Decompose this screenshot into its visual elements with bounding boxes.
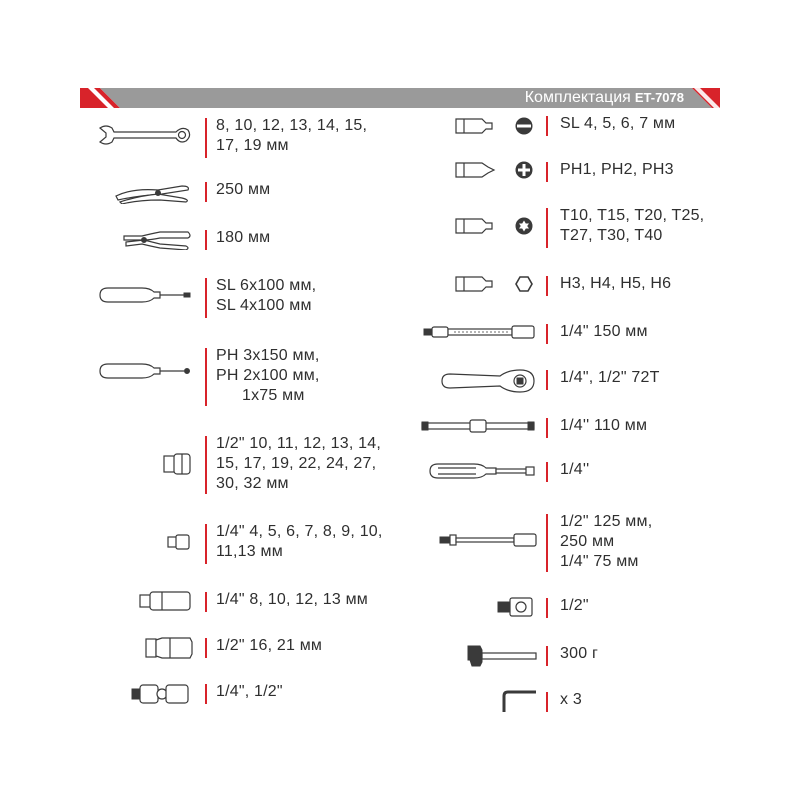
item-line: 1/4'' [560, 461, 590, 478]
separator [205, 182, 207, 202]
item-line: 17, 19 мм [216, 137, 289, 154]
item-text [560, 644, 598, 664]
ratchet-handle-icon [436, 368, 540, 394]
item-text [216, 346, 320, 406]
item-line: 1/4", 1/2" 72T [560, 369, 660, 386]
separator [205, 524, 207, 564]
item-line: H3, H4, H5, H6 [560, 275, 672, 292]
item-line: SL 4, 5, 6, 7 мм [560, 115, 676, 132]
item-line: 15, 17, 19, 22, 24, 27, [216, 455, 377, 472]
header-model: ET-7078 [634, 90, 684, 105]
flexible-extension-icon [420, 322, 540, 342]
separator [546, 418, 548, 438]
item-text [216, 228, 270, 248]
slotted-bit-icon [452, 116, 540, 136]
item-text [560, 206, 704, 246]
phillips-bit-icon [452, 160, 540, 180]
torx-bit-icon [452, 216, 540, 236]
item-text [560, 322, 648, 342]
item-line: x 3 [560, 691, 582, 708]
item-line: 250 мм [216, 181, 271, 198]
phillips-screwdriver-icon [98, 360, 196, 382]
item-line: SL 4x100 мм [216, 297, 312, 314]
item-line: 1/4" 8, 10, 12, 13 мм [216, 591, 368, 608]
item-text [560, 416, 647, 436]
socket-quarter-inch-icon [164, 532, 194, 552]
item-text [560, 690, 582, 710]
item-line: 180 мм [216, 229, 271, 246]
hammer-icon [466, 644, 540, 668]
separator [546, 116, 548, 136]
item-line: PH 3x150 мм, [216, 347, 320, 364]
item-line: 30, 32 мм [216, 475, 289, 492]
item-text [560, 114, 675, 134]
item-line: 300 г [560, 645, 598, 662]
item-text [560, 460, 589, 480]
separator [205, 684, 207, 704]
separator [546, 162, 548, 182]
slotted-screwdriver-icon [98, 284, 196, 306]
separator [546, 370, 548, 390]
universal-joint-icon [128, 682, 196, 706]
spinner-handle-icon [426, 460, 540, 482]
separator [205, 436, 207, 494]
separator [546, 324, 548, 344]
socket-half-inch-icon [160, 452, 196, 476]
water-pump-pliers-icon [112, 180, 192, 204]
separator [546, 514, 548, 572]
separator [546, 598, 548, 618]
item-line: T27, T30, T40 [560, 227, 663, 244]
item-text [216, 636, 322, 656]
item-text [216, 116, 367, 156]
separator [205, 230, 207, 250]
combination-wrench-icon [96, 122, 192, 148]
item-line: 1/2" [560, 597, 589, 614]
item-line: SL 6x100 мм, [216, 277, 317, 294]
item-text [560, 160, 674, 180]
item-text [560, 512, 652, 572]
item-line: 1/2" 10, 11, 12, 13, 14, [216, 435, 381, 452]
deep-socket-icon [136, 590, 196, 612]
item-line: 1x75 мм [242, 387, 305, 404]
item-line: 1/4'' 110 мм [560, 417, 648, 434]
item-line: 1/4", 1/2" [216, 683, 283, 700]
separator [546, 276, 548, 296]
extension-bar-icon [436, 530, 540, 550]
separator [546, 646, 548, 666]
item-line: 8, 10, 12, 13, 14, 15, [216, 117, 368, 134]
header-title [525, 88, 684, 108]
separator [205, 638, 207, 658]
item-text [216, 180, 270, 200]
separator [205, 118, 207, 158]
separator [546, 208, 548, 248]
item-line: 1/4" 150 мм [560, 323, 648, 340]
hex-key-icon [500, 690, 540, 714]
item-line: T10, T15, T20, T25, [560, 207, 705, 224]
hex-bit-icon [452, 274, 540, 294]
item-line: PH 2x100 мм, [216, 367, 320, 384]
header-bar [80, 88, 720, 108]
item-text [216, 434, 381, 494]
item-text [560, 274, 671, 294]
item-line: 250 мм [560, 533, 615, 550]
separator [205, 592, 207, 612]
item-text [216, 522, 383, 562]
separator [546, 692, 548, 712]
item-text [216, 590, 368, 610]
item-line: 1/2" 125 мм, [560, 513, 653, 530]
sliding-t-bar-icon [418, 416, 540, 436]
separator [205, 278, 207, 318]
header-title-text: Комплектация [524, 89, 631, 106]
item-text [216, 276, 316, 316]
item-line: 11,13 мм [216, 543, 283, 560]
separator [546, 462, 548, 482]
adapter-icon [494, 596, 540, 618]
separator [205, 348, 207, 406]
item-line: 1/4" 75 мм [560, 553, 639, 570]
item-line: 1/2" 16, 21 мм [216, 637, 323, 654]
item-line: 1/4" 4, 5, 6, 7, 8, 9, 10, [216, 523, 383, 540]
item-line: PH1, PH2, PH3 [560, 161, 674, 178]
item-text [560, 368, 660, 388]
item-text [216, 682, 283, 702]
combination-pliers-icon [120, 228, 192, 250]
spark-plug-socket-icon [142, 636, 196, 660]
item-text [560, 596, 589, 616]
